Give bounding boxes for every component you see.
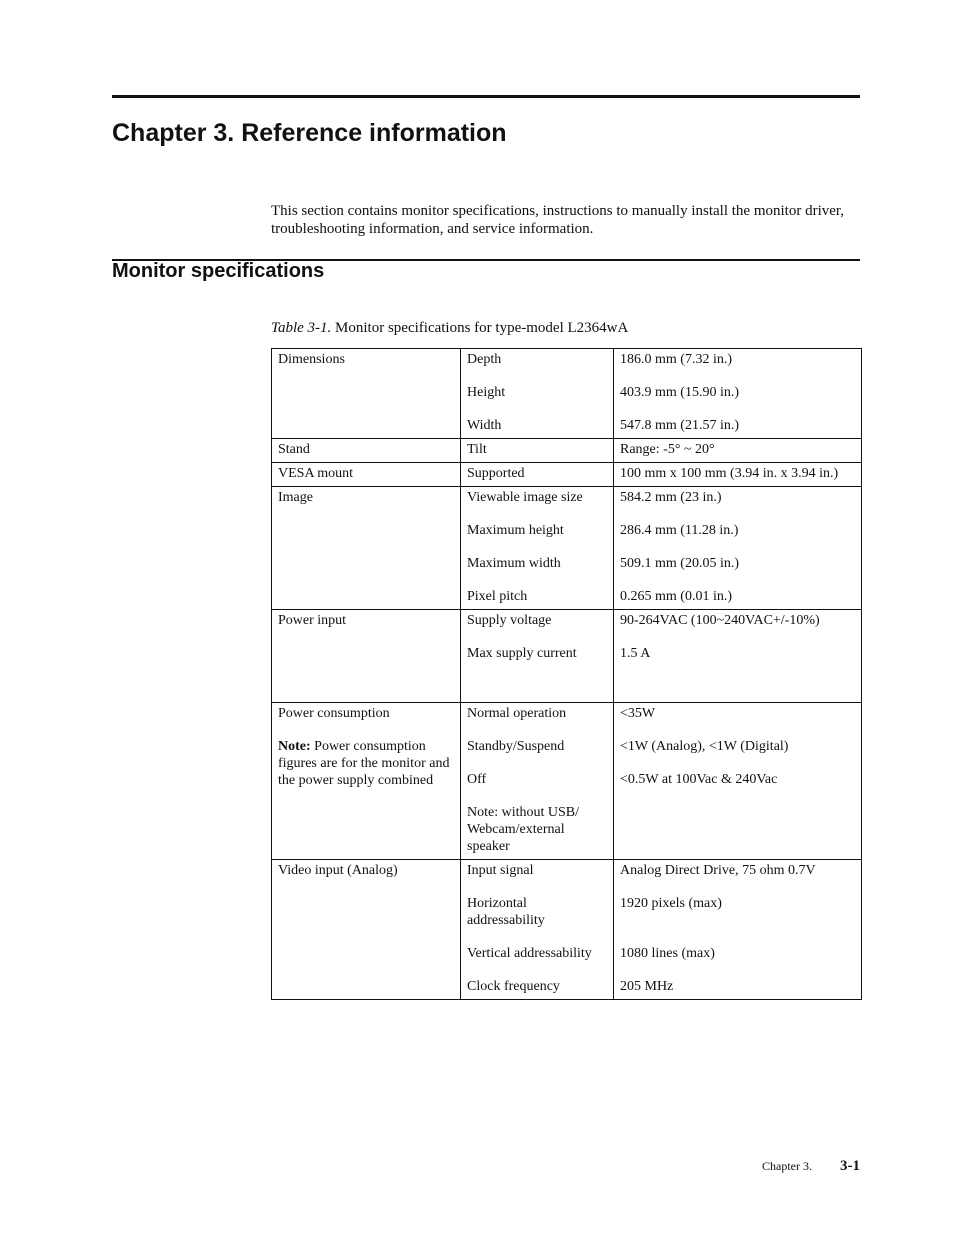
top-rule	[112, 95, 860, 98]
spec-category-label: Power input	[278, 613, 347, 628]
spec-item: Horizontal addressability	[467, 896, 545, 928]
page-footer	[762, 1157, 860, 1175]
spec-items	[461, 610, 614, 703]
spec-category-label: VESA mount	[278, 466, 354, 481]
spec-category-label: Dimensions	[278, 352, 345, 367]
spec-item: Off	[467, 772, 487, 787]
spec-category	[272, 703, 461, 860]
spec-value: 509.1 mm (20.05 in.)	[620, 556, 739, 571]
spec-item: Height	[467, 385, 506, 400]
spec-items	[461, 349, 614, 439]
spec-values	[614, 860, 862, 1000]
spec-category-label: Video input (Analog)	[278, 863, 398, 878]
spec-value: 547.8 mm (21.57 in.)	[620, 418, 739, 433]
spec-category	[272, 439, 461, 463]
spec-category	[272, 610, 461, 703]
spec-item: Normal operation	[467, 706, 567, 721]
table-row	[272, 487, 862, 610]
spec-category	[272, 860, 461, 1000]
spec-value: 1.5 A	[620, 646, 651, 661]
table-row	[272, 439, 862, 463]
spec-value: Analog Direct Drive, 75 ohm 0.7V	[620, 863, 816, 878]
spec-value: 584.2 mm (23 in.)	[620, 490, 722, 505]
spec-value: <35W	[620, 706, 656, 721]
spec-item: Supported	[467, 466, 525, 481]
spec-value: 403.9 mm (15.90 in.)	[620, 385, 739, 400]
spec-value: 186.0 mm (7.32 in.)	[620, 352, 732, 367]
chapter-title: Chapter 3. Reference information	[112, 119, 507, 147]
spec-items	[461, 463, 614, 487]
spec-item: Width	[467, 418, 502, 433]
table-row	[272, 463, 862, 487]
spec-item: Maximum height	[467, 523, 564, 538]
spec-item: Maximum width	[467, 556, 561, 571]
spec-item: Supply voltage	[467, 613, 552, 628]
spec-items	[461, 487, 614, 610]
spec-value: 1920 pixels (max)	[620, 896, 722, 911]
spec-item: Depth	[467, 352, 502, 367]
spec-category-label: Image	[278, 490, 313, 505]
spec-value: 205 MHz	[620, 979, 674, 994]
spec-value: 286.4 mm (11.28 in.)	[620, 523, 739, 538]
spec-items	[461, 703, 614, 860]
spec-items	[461, 439, 614, 463]
spec-category	[272, 349, 461, 439]
spec-value: 1080 lines (max)	[620, 946, 715, 961]
footer-chapter: Chapter 3.	[762, 1159, 812, 1173]
spec-values	[614, 439, 862, 463]
table-row	[272, 703, 862, 860]
note-text: Power consumption figures are for the monitor and the power supply combined	[278, 739, 450, 788]
table-caption-text: Monitor specifications for type-model L2364wA	[335, 320, 629, 336]
spec-item: Viewable image size	[467, 490, 583, 505]
spec-category-label: Power consumption	[278, 706, 390, 721]
table-caption	[271, 319, 628, 337]
intro-paragraph: This section contains monitor specifications, instructions to manually install the monitor driver, troubleshooting information, and service information.	[271, 203, 845, 237]
spec-values	[614, 703, 862, 860]
spec-value: <1W (Analog), <1W (Digital)	[620, 739, 789, 754]
spec-values	[614, 487, 862, 610]
page-number: 3-1	[840, 1158, 860, 1174]
specifications-table	[271, 348, 862, 1000]
table-row	[272, 349, 862, 439]
spec-value: <0.5W at 100Vac & 240Vac	[620, 772, 778, 787]
table-caption-label: Table 3-1.	[271, 320, 332, 336]
spec-items	[461, 860, 614, 1000]
spec-values	[614, 463, 862, 487]
spec-category-label: Stand	[278, 442, 310, 457]
spec-item: Vertical addressability	[467, 946, 592, 961]
spec-category	[272, 463, 461, 487]
spec-value: 90-264VAC (100~240VAC+/-10%)	[620, 613, 820, 628]
spec-item: Tilt	[467, 442, 487, 457]
spec-values	[614, 349, 862, 439]
spec-item: Standby/Suspend	[467, 739, 565, 754]
spec-values	[614, 610, 862, 703]
spec-category	[272, 487, 461, 610]
spec-category-note	[278, 738, 455, 789]
spec-value: 100 mm x 100 mm (3.94 in. x 3.94 in.)	[620, 466, 839, 481]
spec-item: Clock frequency	[467, 979, 560, 994]
spec-item: Max supply current	[467, 646, 577, 661]
spec-item: Pixel pitch	[467, 589, 528, 604]
table-row	[272, 610, 862, 703]
spec-item: Input signal	[467, 863, 534, 878]
spec-value: Range: -5° ~ 20°	[620, 442, 715, 457]
table-row	[272, 860, 862, 1000]
section-title: Monitor specifications	[112, 260, 325, 282]
spec-item: Note: without USB/ Webcam/external speaker	[467, 805, 580, 854]
note-label: Note:	[278, 739, 311, 754]
spec-value: 0.265 mm (0.01 in.)	[620, 589, 732, 604]
